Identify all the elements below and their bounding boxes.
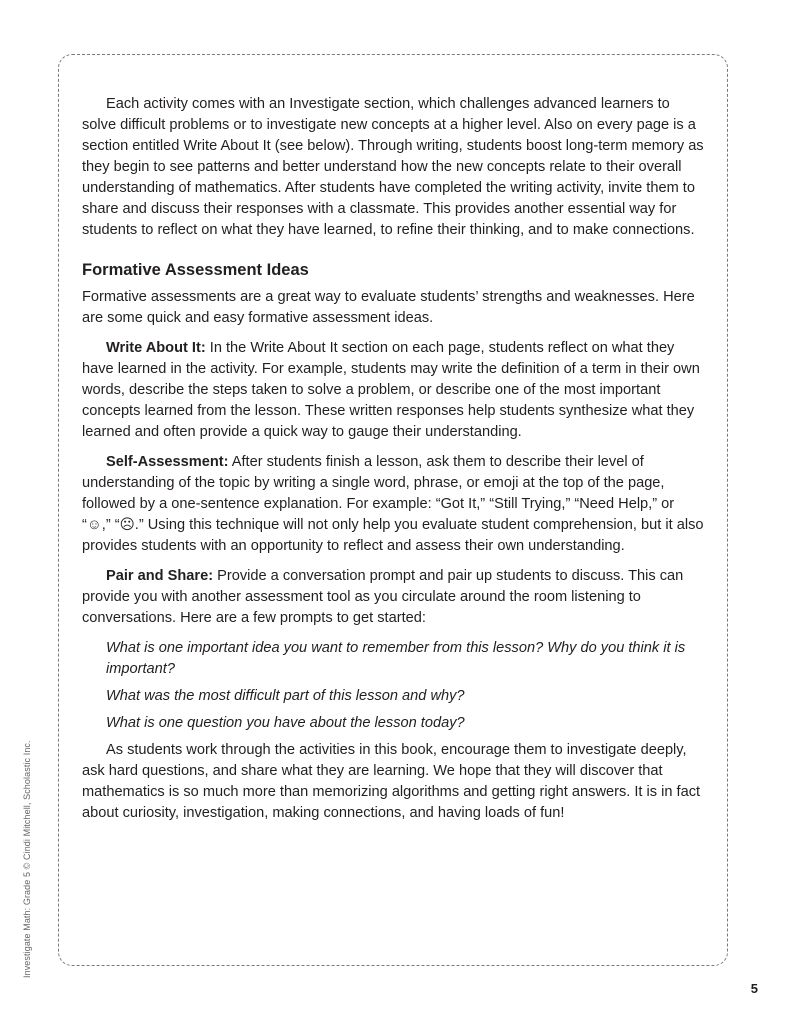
- discussion-prompt: What is one important idea you want to remember from this lesson? Why do you think it is important?: [106, 640, 686, 677]
- self-assessment-text: After students finish a lesson, ask them to describe their level of understanding of the topic by writing a single word, phrase, or emoji at the top of the page, followed by a one-sentence explanation. For example: “Got It,” “Still Trying,” “Need Help,” or “☺,” “☹.” Using this technique will not only help you evaluate student comprehension, but it also provides students with an opportunity to reflect and assess their own understanding.: [82, 454, 704, 554]
- discussion-prompt: What was the most difficult part of this lesson and why?: [106, 688, 465, 704]
- section-heading: Formative Assessment Ideas: [82, 261, 309, 279]
- pair-and-share-paragraph: [82, 566, 704, 629]
- intro-paragraph: Each activity comes with an Investigate section, which challenges advanced learners to solve difficult problems or to investigate new concepts at a higher level. Also on every page is a section entitled Write About It (see below). Through writing, students boost long-term memory as they begin to see patterns and better understand how the new concepts relate to their overall understanding of mathematics. After students have completed the writing activity, invite them to share and discuss their responses with a classmate. This provides another essential way for students to reflect on what they have learned, to refine their thinking, and to make connections.: [82, 96, 704, 238]
- self-assessment-paragraph: [82, 452, 704, 557]
- write-about-it-paragraph: [82, 338, 704, 443]
- section-intro: Formative assessments are a great way to evaluate students’ strengths and weaknesses. Here are some quick and easy formative assessment ideas.: [82, 289, 695, 326]
- write-about-it-text: In the Write About It section on each page, students reflect on what they have learned in the activity. For example, students may write the definition of a term in their own words, describe the steps taken to solve a problem, or describe one of the most important concepts learned from the lesson. These written responses help students synthesize what they learned and often provide a quick way to gauge their understanding.: [82, 340, 700, 440]
- discussion-prompt: What is one question you have about the lesson today?: [106, 715, 465, 731]
- pair-and-share-lead: Pair and Share:: [106, 568, 214, 584]
- closing-paragraph: As students work through the activities in this book, encourage them to investigate deeply, ask hard questions, and share what they are learning. We hope that they will discover that mathematics is so much more than memorizing algorithms and getting right answers. It is in fact about curiosity, investigation, making connections, and having loads of fun!: [82, 742, 701, 821]
- page-content: [82, 94, 704, 833]
- page-number: 5: [750, 981, 758, 996]
- self-assessment-lead: Self-Assessment:: [106, 454, 229, 470]
- pair-and-share-text: Provide a conversation prompt and pair up students to discuss. This can provide you with another assessment tool as you circulate around the room listening to conversations. Here are a few prompts to get started:: [82, 568, 684, 626]
- write-about-it-lead: Write About It:: [106, 340, 206, 356]
- copyright-credit: Investigate Math: Grade 5 © Cindi Mitchell, Scholastic Inc.: [22, 740, 32, 978]
